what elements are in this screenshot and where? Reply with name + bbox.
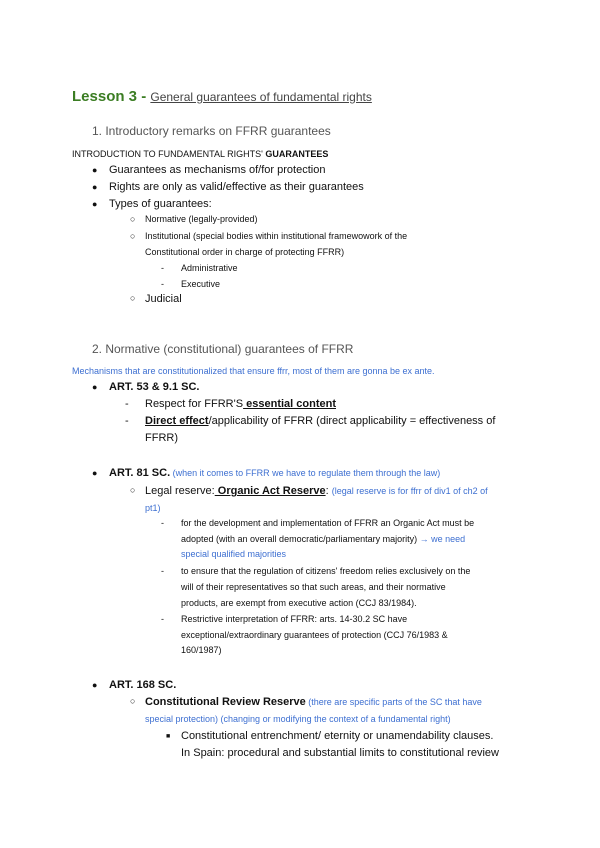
list-item: ● Types of guarantees: (109, 198, 212, 210)
intro-line (72, 149, 328, 159)
list-item-cont: exceptional/extraordinary guarantees of protection (CCJ 76/1983 & (181, 630, 448, 640)
lesson-label: Lesson 3 (72, 88, 138, 105)
section-2-heading: 2. Normative (constitutional) guarantees of FFRR (92, 342, 354, 356)
list-item: - Executive (181, 279, 220, 289)
art53-item2-rest: /applicability of FFRR (direct applicability = effectiveness of (208, 415, 496, 427)
list-item-cont: FFRR) (145, 432, 178, 444)
page-title (72, 88, 372, 105)
list-item-cont: will of their representatives so that such areas, and their normative (181, 582, 446, 592)
list-item: ○ Normative (legally-provided) (145, 214, 258, 224)
list-item: ● Rights are only as valid/effective as their guarantees (109, 181, 364, 193)
list-item (145, 415, 495, 427)
section-1-heading: 1. Introductory remarks on FFRR guarantees (92, 124, 331, 138)
crr-bold: Constitutional Review Reserve (145, 696, 306, 708)
legal-bold: Organic Act Reserve (214, 485, 326, 497)
art-81-label: ART. 81 SC. (109, 467, 171, 479)
art-53-label: ● ART. 53 & 9.1 SC. (109, 381, 199, 393)
section-2-note: Mechanisms that are constitutionalized that ensure ffrr, most of them are gonna be ex ante. (72, 366, 435, 376)
list-item: ■ Constitutional entrenchment/ eternity or unamendability clauses. (181, 730, 493, 742)
legal-reserve-line (145, 485, 488, 497)
title-dash: - (137, 88, 151, 105)
d1-l2-prefix: adopted (with an overall democratic/parliamentary majority) (181, 534, 420, 544)
art-81-note: (when it comes to FFRR we have to regulate them through the law) (170, 468, 441, 478)
art-168-label: ● ART. 168 SC. (109, 679, 176, 691)
crr-line (145, 696, 482, 708)
list-item: - to ensure that the regulation of citizens' freedom relies exclusively on the (181, 566, 470, 576)
legal-note-2: pt1) (145, 503, 161, 513)
list-item: ● Guarantees as mechanisms of/for protection (109, 164, 325, 176)
art-81-line (109, 467, 440, 479)
list-item: - Administrative (181, 263, 238, 273)
list-item: - for the development and implementation of FFRR an Organic Act must be (181, 518, 474, 528)
legal-colon: : (325, 485, 332, 497)
intro-prefix: INTRODUCTION TO FUNDAMENTAL RIGHTS' (72, 149, 266, 159)
art53-item1-prefix: Respect for FFRR'S (145, 398, 244, 410)
intro-bold: GUARANTEES (265, 149, 329, 159)
art53-item1-bold: essential content (243, 398, 336, 410)
list-item (145, 398, 336, 410)
list-item-cont: special qualified majorities (181, 549, 287, 559)
legal-note-1: (legal reserve is for ffrr of div1 of ch2 of (331, 486, 488, 496)
legal-prefix: Legal reserve: (145, 485, 215, 497)
list-item-cont: In Spain: procedural and substantial limits to constitutional review (181, 747, 499, 759)
art53-item2-bold: Direct effect (145, 415, 209, 427)
list-item-cont: Constitutional order in charge of protecting FFRR) (145, 247, 345, 257)
crr-note-2: special protection) (changing or modifying the context of a fundamental right) (145, 714, 451, 724)
crr-note-1: (there are specific parts of the SC that have (305, 697, 482, 707)
list-item: ○ Institutional (special bodies within institutional framewowork of the (145, 231, 407, 241)
list-item: ○ Judicial (145, 293, 182, 305)
list-item: - Restrictive interpretation of FFRR: arts. 14-30.2 SC have (181, 614, 407, 624)
list-item-cont: products, are exempt from executive action (CCJ 83/1984). (181, 598, 417, 608)
list-item-cont: 160/1987) (181, 645, 222, 655)
lesson-subtitle: General guarantees of fundamental rights (150, 90, 372, 104)
d1-l2-note: → we need (419, 534, 466, 544)
list-item-cont (181, 534, 465, 544)
